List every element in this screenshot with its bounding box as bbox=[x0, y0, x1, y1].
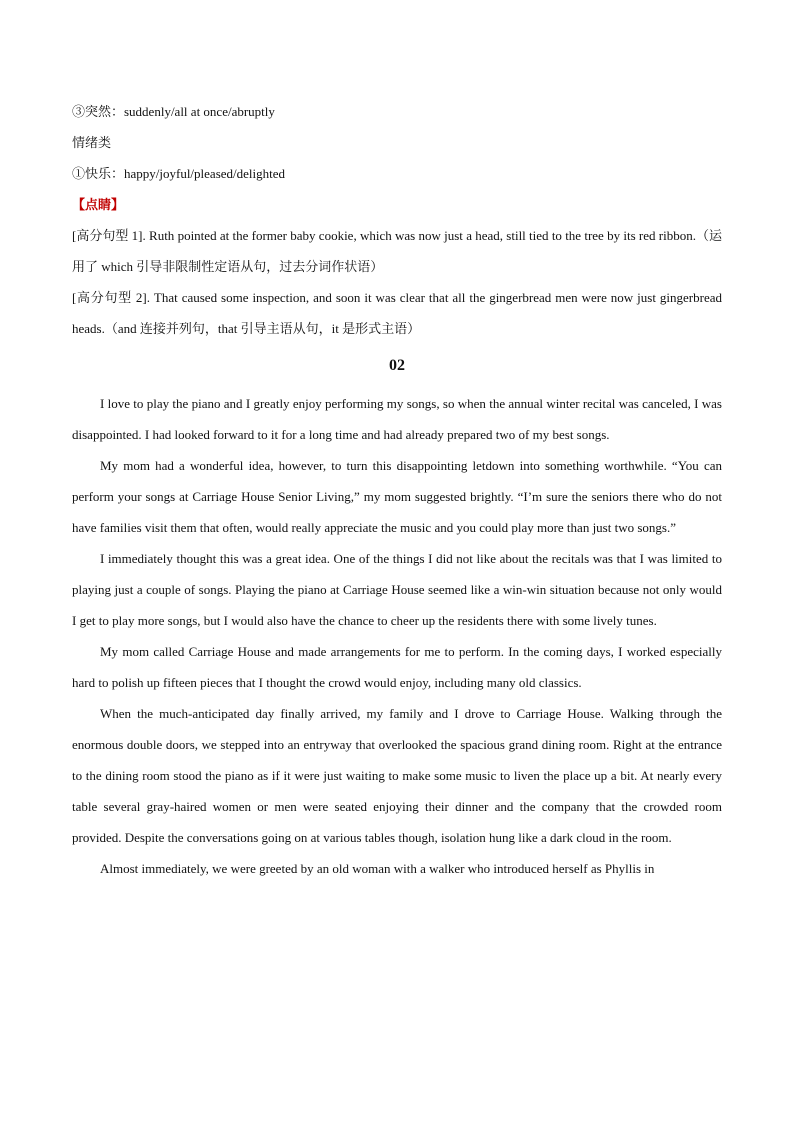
vocab-category-emotion: 情绪类 bbox=[72, 135, 112, 150]
paragraph: My mom called Carriage House and made arrangements for me to perform. In the coming days, I worked especially hard to polish up fifteen pieces that I thought the crowd would enjoy, including many old classics. bbox=[72, 644, 722, 690]
paragraph: Almost immediately, we were greeted by an old woman with a walker who introduced herself as Phyllis in bbox=[100, 861, 655, 876]
paragraph: I love to play the piano and I greatly enjoy performing my songs, so when the annual winter recital was canceled, I was disappointed. I had looked forward to it for a long time and had already prepared two of my best songs. bbox=[72, 396, 722, 442]
document-page bbox=[72, 96, 722, 884]
paragraph: My mom had a wonderful idea, however, to turn this disappointing letdown into something worthwhile. “You can perform your songs at Carriage House Senior Living,” my mom suggested brightly. “I’m sure the seniors there who do not have families visit them that often, would really appreciate the music and you could play more than just two songs.” bbox=[72, 458, 722, 535]
story-text bbox=[72, 388, 722, 884]
highlight-label: 【点睛】 bbox=[72, 197, 125, 212]
paragraph: I immediately thought this was a great idea. One of the things I did not like about the recitals was that I was limited to playing just a couple of songs. Playing the piano at Carriage House seemed like a win-win situation because not only would I get to play more songs, but I would also have the chance to cheer up the residents there with some lively tunes. bbox=[72, 551, 722, 628]
paragraph: When the much-anticipated day finally arrived, my family and I drove to Carriage House. Walking through the enormous double doors, we stepped into an entryway that overlooked the spacious grand dining room. Right at the entrance to the dining room stood the piano as if it were just waiting to make some music to liven the place up a bit. At nearly every table several gray-haired women or men were seated enjoying their dinner and the company that the crowded room provided. Despite the conversations going on at various tables though, isolation hung like a dark cloud in the room. bbox=[72, 706, 722, 845]
highlight-sentence-2: [高分句型 2]. That caused some inspection, and soon it was clear that all the gingerbread men were now just gingerbread heads.（and 连接并列句，that 引导主语从句，it 是形式主语） bbox=[72, 290, 722, 336]
vocab-item-happy: ①快乐：happy/joyful/pleased/delighted bbox=[72, 166, 286, 181]
vocab-item-suddenly: ③突然：suddenly/all at once/abruptly bbox=[72, 104, 275, 119]
section-number: 02 bbox=[389, 357, 405, 374]
highlight-sentence-1: [高分句型 1]. Ruth pointed at the former baby cookie, which was now just a head, still tied to the tree by its red ribbon.（运用了 which 引导非限制性定语从句，过去分词作状语） bbox=[72, 228, 722, 274]
